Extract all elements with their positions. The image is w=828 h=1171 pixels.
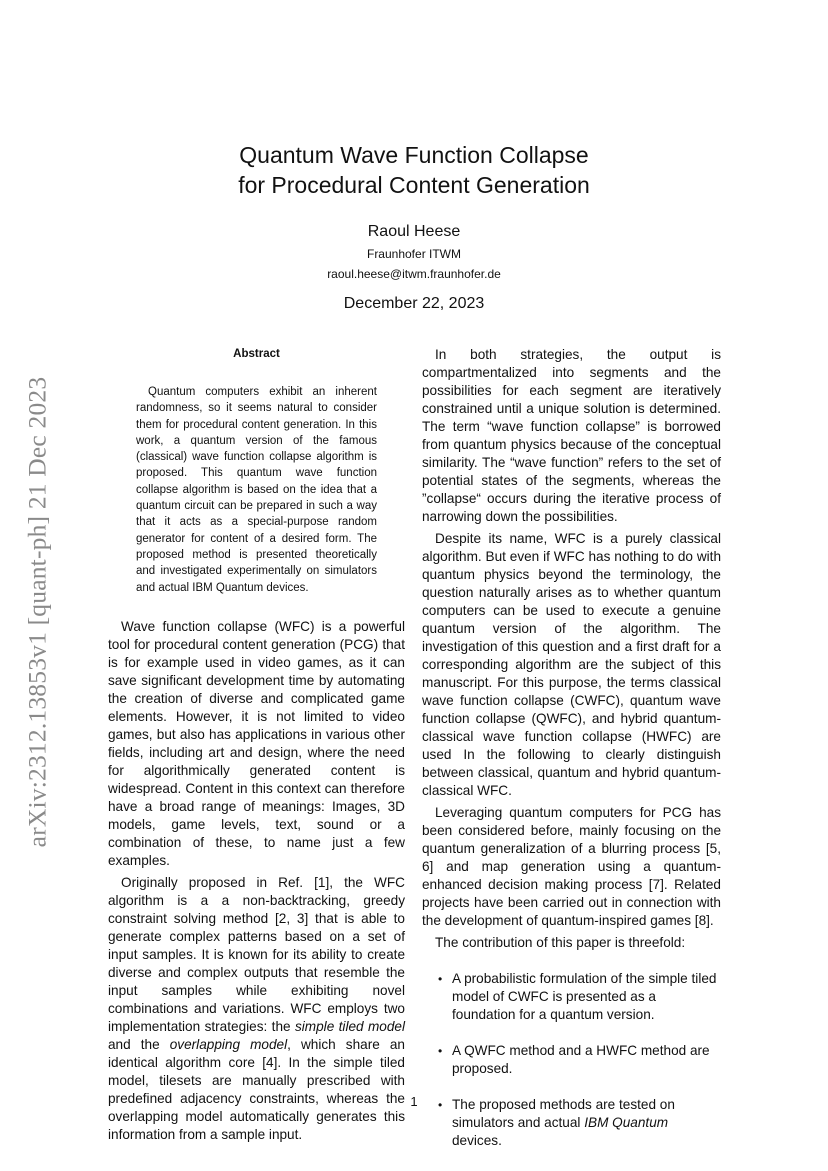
intro-paragraph-5: Leveraging quantum computers for PCG has been considered before, mainly focusing on the quantum generalization of a blurring process [5, 6] and map generation using a quantum-enhanced decision making process [7]. Related projects have been carried out in connection with the development of quantum-inspired games [8]. [422,805,721,928]
abstract-text: Quantum computers exhibit an inherent randomness, so it seems natural to consider them for procedural content generation. In this work, a quantum version of the famous (classical) wave function collapse algorithm is proposed. This quantum wave function collapse algorithm is based on the idea that a quantum circuit can be prepared in such a way that it acts as a special-purpose random generator for content of a desired form. The proposed method is presented theoretically and investigated experimentally on simulators and actual IBM Quantum devices. [136,386,377,594]
author-email[interactable]: raoul.heese@itwm.fraunhofer.de [327,267,501,281]
list-item-text: devices. [452,1133,502,1148]
intro-paragraph-1: Wave function collapse (WFC) is a powerful tool for procedural content generation (PCG) that is for example used in video games, as it can save significant development time by automating the creation of diverse and complicated game elements. However, it is not limited to video games, but also has applications in various other fields, including art and design, where the need for algorithmically generated content is widespread. Content in this context can therefore have a broad range of meanings: Images, 3D models, game levels, text, sound or a combination of these, to name just a few examples. [108,618,405,868]
intro-paragraph-6: The contribution of this paper is threefold: [435,935,686,950]
intro-paragraph-4: Despite its name, WFC is a purely classical algorithm. But even if WFC has nothing to do with quantum physics beyond the terminology, the question naturally arises as to whether quantum computers can be used to execute a genuine quantum version of the algorithm. The investigation of this question and a first draft for a corresponding algorithm are the subject of this manuscript. For this purpose, the terms classical wave function collapse (CWFC), quantum wave function collapse (QWFC), and hybrid quantum-classical wave function collapse (HWFC) are used In the following to clearly distinguish between classical, quantum and hybrid quantum-classical WFC. [422,531,721,798]
list-item-text: The proposed methods are tested on simulators and actual [452,1097,675,1130]
list-item: • A probabilistic formulation of the simple tiled model of CWFC is presented as a foundation for a quantum version. [438,970,721,1024]
page-number: 1 [410,1094,418,1109]
title-line-2: for Procedural Content Generation [238,172,590,198]
paper-title [0,140,828,200]
paper-header [0,140,828,314]
publication-date: December 22, 2023 [343,295,485,312]
arxiv-stamp [22,352,52,872]
author-name: Raoul Heese [367,223,461,240]
contribution-list [422,970,721,1150]
right-column [422,346,721,1168]
left-column [108,346,405,1148]
abstract [108,384,405,596]
paragraph-text: , which share an identical algorithm core [4]. In the simple tiled model, tilesets are manually prescribed with predefined adjacency constraints, whereas the overlapping model automatically generates this information from a sample input. [108,1036,405,1142]
emphasis-ibm-quantum: IBM Quantum [584,1115,669,1130]
arxiv-identifier[interactable]: arXiv:2312.13853v1 [quant-ph] 21 Dec 2023 [22,376,51,848]
title-line-1: Quantum Wave Function Collapse [239,142,589,168]
list-item: • A QWFC method and a HWFC method are proposed. [438,1042,721,1078]
author-affiliation: Fraunhofer ITWM [366,247,462,261]
paragraph-text: Originally proposed in Ref. [1], the WFC algorithm is a a non-backtracking, greedy constraint solving method [2, 3] that is able to generate complex patterns based on a set of input samples. It is known for its ability to create diverse and complex outputs that resemble the input samples while exhibiting novel combinations and variations. WFC employs two implementation strategies: the [108,874,405,1034]
emphasis-overlapping-model: overlapping model [169,1036,288,1052]
emphasis-simple-tiled-model: simple tiled model [294,1018,406,1034]
paragraph-text: and the [108,1036,170,1052]
abstract-heading: Abstract [233,348,280,360]
intro-paragraph-3: In both strategies, the output is compartmentalized into segments and the possibilities for each segment are iteratively constrained until a unique solution is determined. The term “wave function collapse” is borrowed from quantum physics because of the conceptual similarity. The “wave function” refers to the set of potential states of the segments, whereas the ”collapse“ occurs during the iterative process of narrowing down the possibilities. [422,347,721,524]
